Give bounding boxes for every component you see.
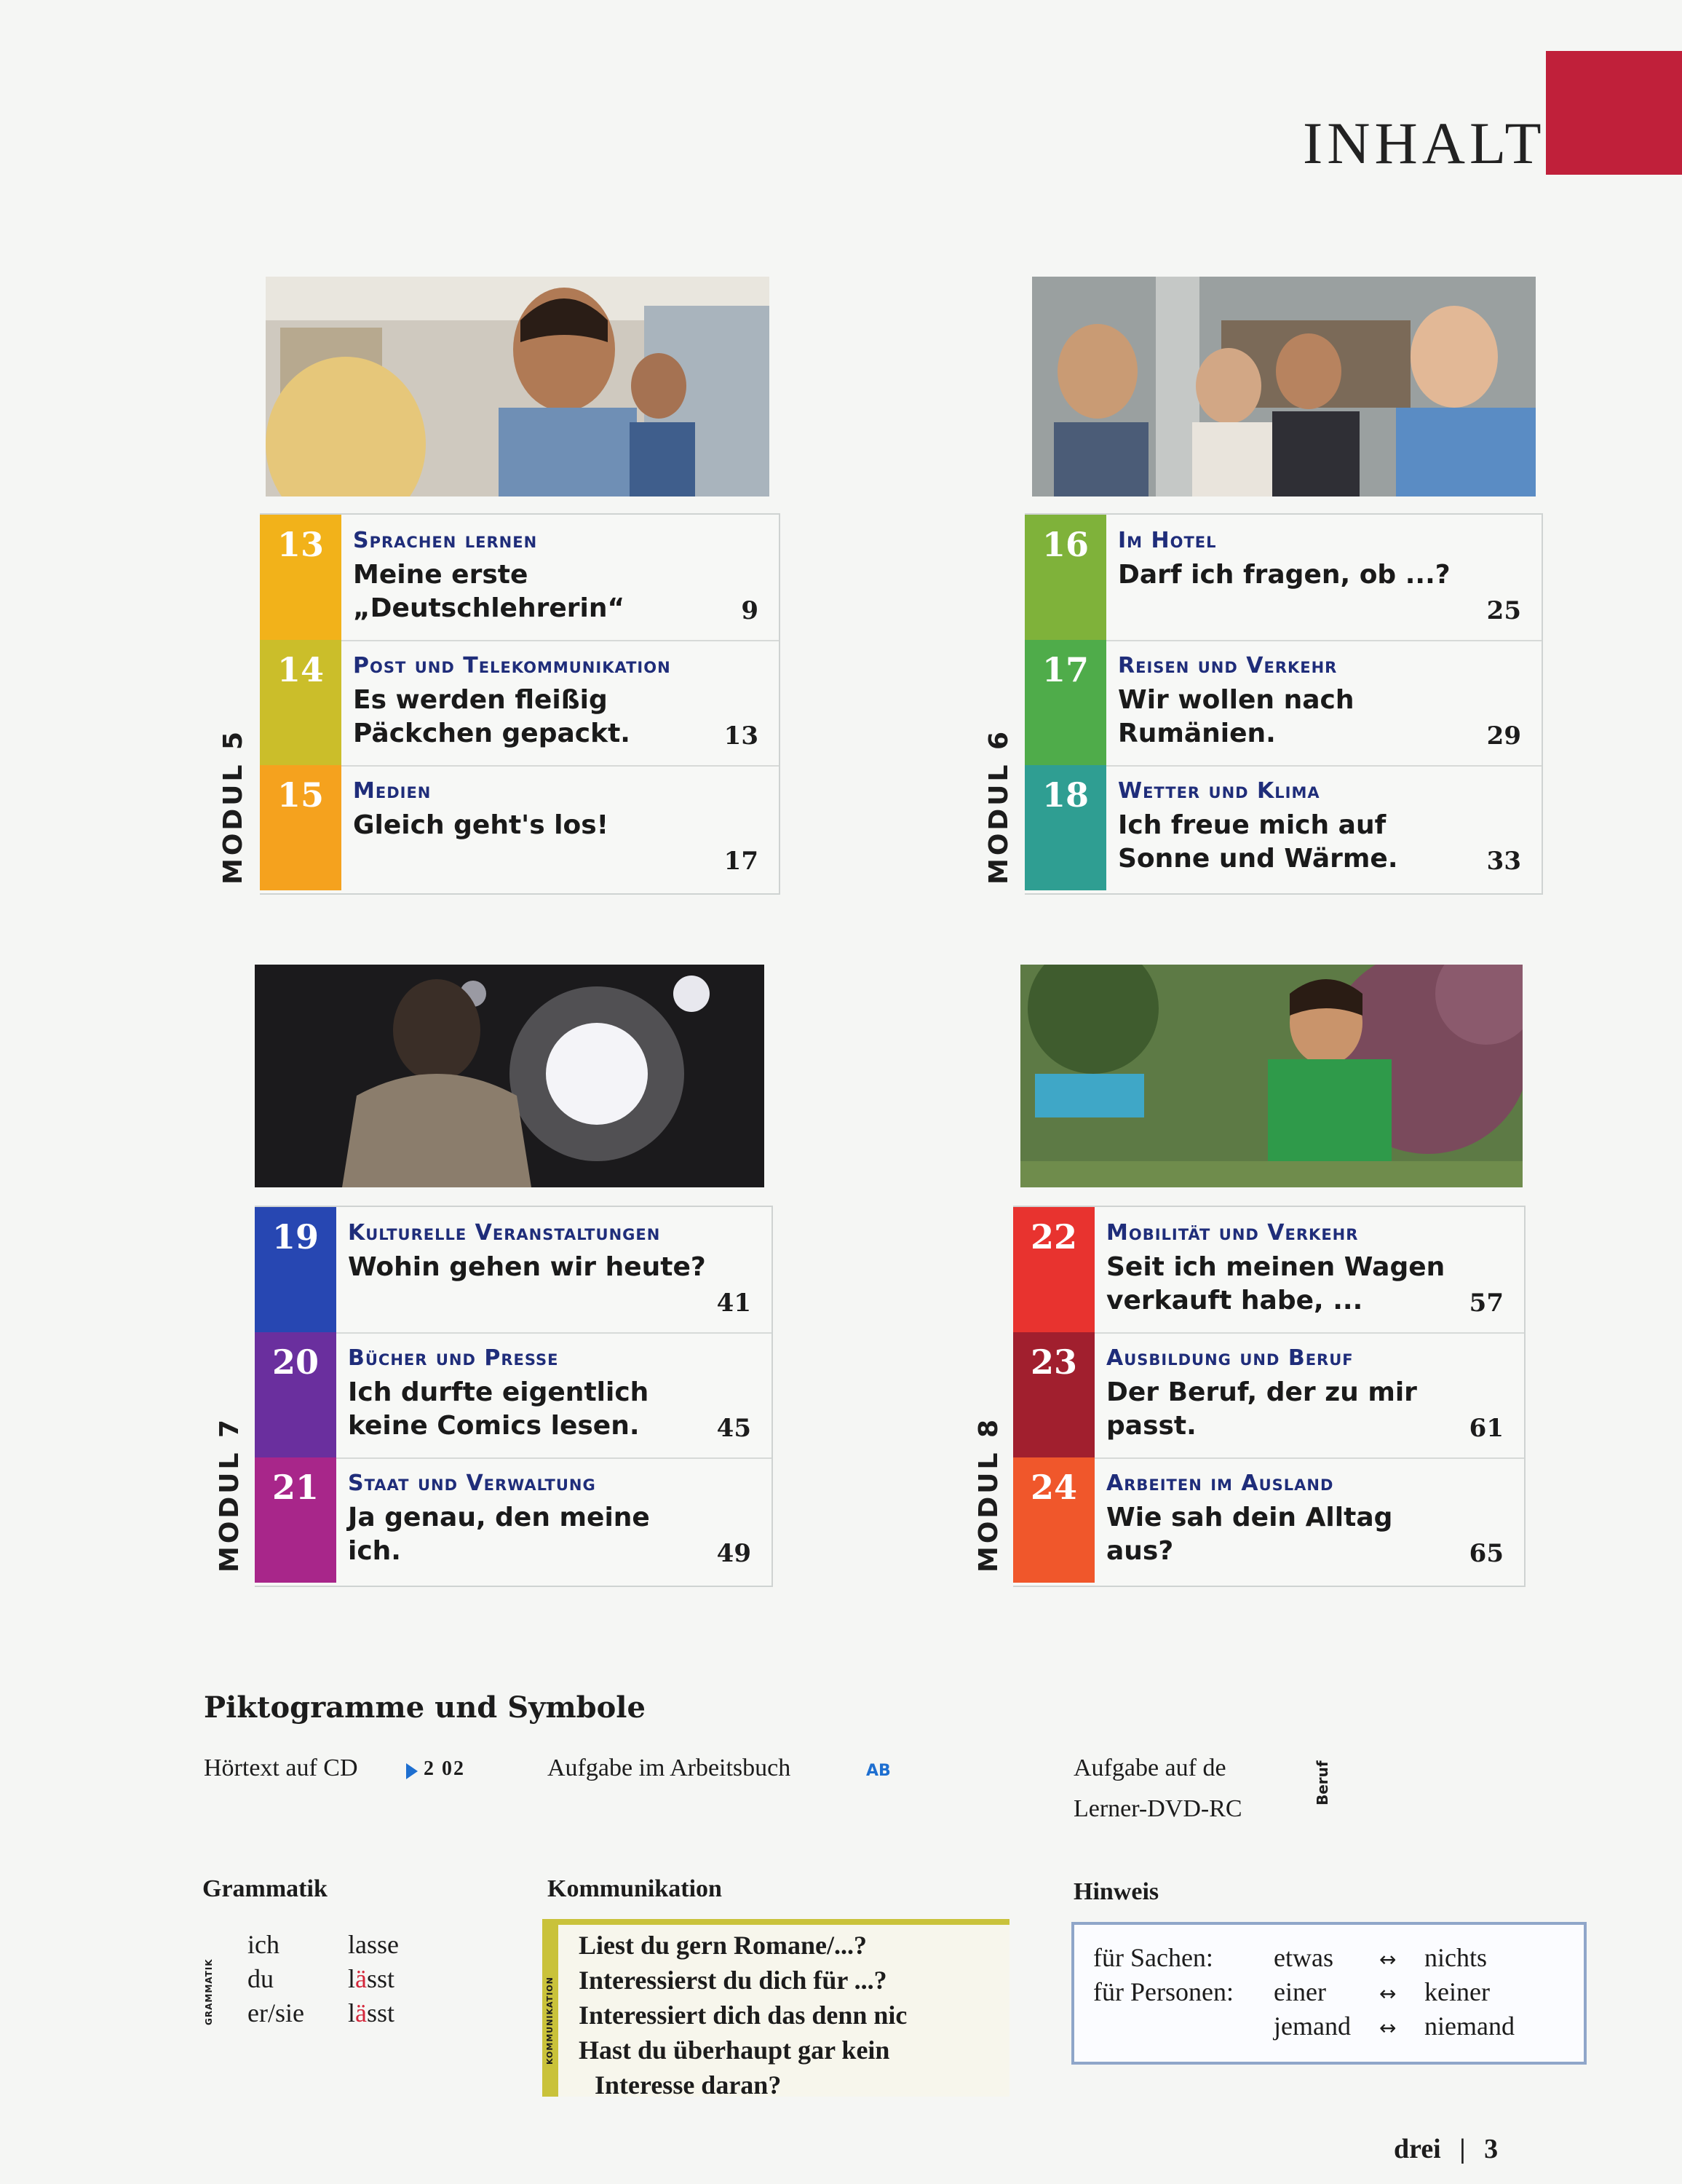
kommunikation-lines	[579, 1928, 986, 2102]
arbeitsbuch-label: Aufgabe im Arbeitsbuch	[547, 1754, 791, 1781]
chapter-number: 24	[1030, 1468, 1077, 1507]
kommunikation-heading: Kommunikation	[547, 1875, 722, 1902]
kommunikation-side-label: KOMMUNIKATION	[545, 1977, 555, 2065]
chapter-title: Gleich geht's los!	[353, 810, 609, 840]
hoertext-code: 2 02	[424, 1757, 465, 1780]
hinweis-row	[1274, 2011, 1515, 2041]
chapter-title: Meine erste „Deutschlehrerin“	[353, 560, 625, 623]
hinweis-left: jemand	[1274, 2011, 1351, 2041]
chapter-number: 13	[277, 525, 324, 564]
grammatik-row	[247, 1963, 437, 1994]
chapter-title: Der Beruf, der zu mir passt.	[1106, 1377, 1417, 1441]
grammatik-side-label: GRAMMATIK	[204, 1958, 214, 2025]
grammatik-row	[247, 1998, 437, 2028]
modul-label: MODUL 7	[215, 1416, 245, 1572]
chapter-title: Seit ich meinen Wagen verkauft habe, ...	[1106, 1252, 1445, 1315]
footer-word: drei	[1394, 2134, 1441, 2164]
chapter-title: Ich freue mich auf Sonne und Wärme.	[1118, 810, 1398, 874]
chapter-number: 15	[277, 775, 324, 815]
chapter-page: 25	[1486, 596, 1521, 625]
grammatik-verb-stem: l	[348, 1998, 356, 2027]
corner-color-tab	[1546, 51, 1682, 175]
chapter-number: 20	[271, 1342, 319, 1382]
kommunikation-line: Liest du gern Romane/...?	[579, 1931, 867, 1960]
hinweis-heading: Hinweis	[1074, 1878, 1159, 1905]
chapter-topic: Ausbildung und Beruf	[1106, 1345, 1354, 1371]
grammatik-verb: lasse	[348, 1930, 399, 1959]
modul-6-photo	[1032, 277, 1536, 496]
chapter-topic: Staat und Verwaltung	[348, 1471, 596, 1496]
chapter-title: Ich durfte eigentlich keine Comics lesen.	[348, 1377, 649, 1441]
chapter-topic: Bücher und Presse	[348, 1345, 559, 1371]
chapter-number: 23	[1030, 1342, 1077, 1382]
modul-label: MODUL 8	[974, 1416, 1004, 1572]
grammatik-pronoun: du	[247, 1964, 274, 1993]
page-title: INHALT	[1303, 110, 1546, 176]
toc-entry[interactable]	[1025, 640, 1542, 767]
chapter-title: Wie sah dein Alltag aus?	[1106, 1503, 1393, 1566]
chapter-page: 65	[1469, 1539, 1504, 1568]
chapter-title: Darf ich fragen, ob ...?	[1118, 560, 1451, 590]
toc-entry[interactable]	[1013, 1207, 1524, 1334]
kommunikation-line: Interessiert dich das denn nic	[579, 2001, 908, 2030]
kommunikation-line: Hast du überhaupt gar kein	[579, 2035, 890, 2065]
legend-heading: Piktogramme und Symbole	[204, 1690, 646, 1725]
hinweis-right: niemand	[1424, 2011, 1515, 2041]
chapter-topic: Reisen und Verkehr	[1118, 653, 1338, 678]
hinweis-right: keiner	[1424, 1977, 1490, 2006]
chapter-topic: Post und Telekommunikation	[353, 653, 671, 678]
grammatik-verb-mark: ä	[355, 1964, 367, 1993]
chapter-page: 13	[723, 721, 758, 751]
grammatik-verb-rest: sst	[367, 1998, 395, 2027]
chapter-page: 29	[1486, 721, 1521, 751]
chapter-topic: Wetter und Klima	[1118, 778, 1320, 804]
toc-entry[interactable]	[255, 1207, 771, 1334]
play-icon	[406, 1763, 418, 1779]
modul-7-photo	[255, 965, 764, 1187]
hinweis-left: einer	[1274, 1977, 1326, 2006]
chapter-title: Wohin gehen wir heute?	[348, 1252, 706, 1282]
ab-tag: AB	[866, 1762, 891, 1780]
chapter-page: 33	[1486, 847, 1521, 876]
toc-entry[interactable]	[260, 765, 779, 890]
modul-8-photo	[1020, 965, 1523, 1187]
chapter-number: 18	[1042, 775, 1089, 815]
footer-separator: |	[1459, 2134, 1466, 2164]
dvd-label-line2: Lerner-DVD-RC	[1074, 1795, 1242, 1822]
beruf-tag: Beruf	[1314, 1760, 1331, 1805]
toc-entry[interactable]	[255, 1332, 771, 1459]
modul-label: MODUL 6	[984, 728, 1014, 885]
toc-entry[interactable]	[255, 1457, 771, 1583]
grammatik-verb-rest: sst	[367, 1964, 395, 1993]
chapter-title: Ja genau, den meine ich.	[348, 1503, 650, 1566]
chapter-page: 57	[1469, 1289, 1504, 1318]
modul-label: MODUL 5	[218, 728, 248, 885]
chapter-page: 49	[716, 1539, 751, 1568]
dvd-label-line1: Aufgabe auf de	[1074, 1754, 1226, 1781]
modul-8-toc	[1013, 1206, 1526, 1587]
modul-5-toc	[260, 513, 780, 895]
toc-entry[interactable]	[1025, 765, 1542, 890]
toc-entry[interactable]	[260, 640, 779, 767]
chapter-number: 17	[1042, 650, 1089, 689]
chapter-topic: Kulturelle Veranstaltungen	[348, 1220, 661, 1246]
modul-6-toc	[1025, 513, 1543, 895]
modul-7-toc	[255, 1206, 773, 1587]
chapter-topic: Medien	[353, 778, 432, 804]
toc-entry[interactable]	[260, 515, 779, 641]
arrow-icon: ↔	[1379, 2016, 1397, 2040]
chapter-number: 14	[277, 650, 324, 689]
modul-5-photo	[266, 277, 769, 496]
toc-entry[interactable]	[1025, 515, 1542, 641]
chapter-number: 19	[271, 1217, 319, 1257]
chapter-title: Wir wollen nach Rumänien.	[1118, 685, 1354, 748]
hinweis-row	[1274, 1942, 1487, 1973]
hinweis-right: nichts	[1424, 1943, 1487, 1972]
chapter-topic: Arbeiten im Ausland	[1106, 1471, 1334, 1496]
grammatik-pronoun: ich	[247, 1930, 279, 1959]
kommunikation-line: Interessierst du dich für ...?	[579, 1966, 887, 1995]
footer-page-label	[1394, 2133, 1498, 2165]
toc-entry[interactable]	[1013, 1332, 1524, 1459]
arrow-icon: ↔	[1379, 1982, 1397, 2006]
chapter-topic: Im Hotel	[1118, 528, 1217, 553]
chapter-page: 45	[716, 1414, 751, 1443]
chapter-topic: Mobilität und Verkehr	[1106, 1220, 1359, 1246]
grammatik-pronoun: er/sie	[247, 1998, 304, 2027]
chapter-title: Es werden fleißig Päckchen gepackt.	[353, 685, 630, 748]
chapter-number: 22	[1030, 1217, 1077, 1257]
chapter-page: 61	[1469, 1414, 1504, 1443]
chapter-page: 17	[723, 847, 758, 876]
chapter-page: 41	[716, 1289, 751, 1318]
grammatik-verb-mark: ä	[355, 1998, 367, 2027]
kommunikation-line: Interesse daran?	[595, 2070, 782, 2100]
toc-entry[interactable]	[1013, 1457, 1524, 1583]
hoertext-label: Hörtext auf CD	[204, 1754, 358, 1781]
grammatik-verb-stem: l	[348, 1964, 356, 1993]
hinweis-left: etwas	[1274, 1943, 1333, 1972]
grammatik-row	[247, 1929, 437, 1960]
chapter-number: 21	[271, 1468, 319, 1507]
arrow-icon: ↔	[1379, 1947, 1397, 1971]
hinweis-personen-label: für Personen:	[1093, 1977, 1234, 2006]
chapter-topic: Sprachen lernen	[353, 528, 538, 553]
hinweis-row	[1274, 1977, 1490, 2007]
grammatik-heading: Grammatik	[202, 1875, 328, 1902]
chapter-number: 16	[1042, 525, 1089, 564]
chapter-page: 9	[741, 596, 758, 625]
hinweis-sachen-label: für Sachen:	[1093, 1943, 1213, 1972]
footer-page-number: 3	[1484, 2134, 1499, 2164]
